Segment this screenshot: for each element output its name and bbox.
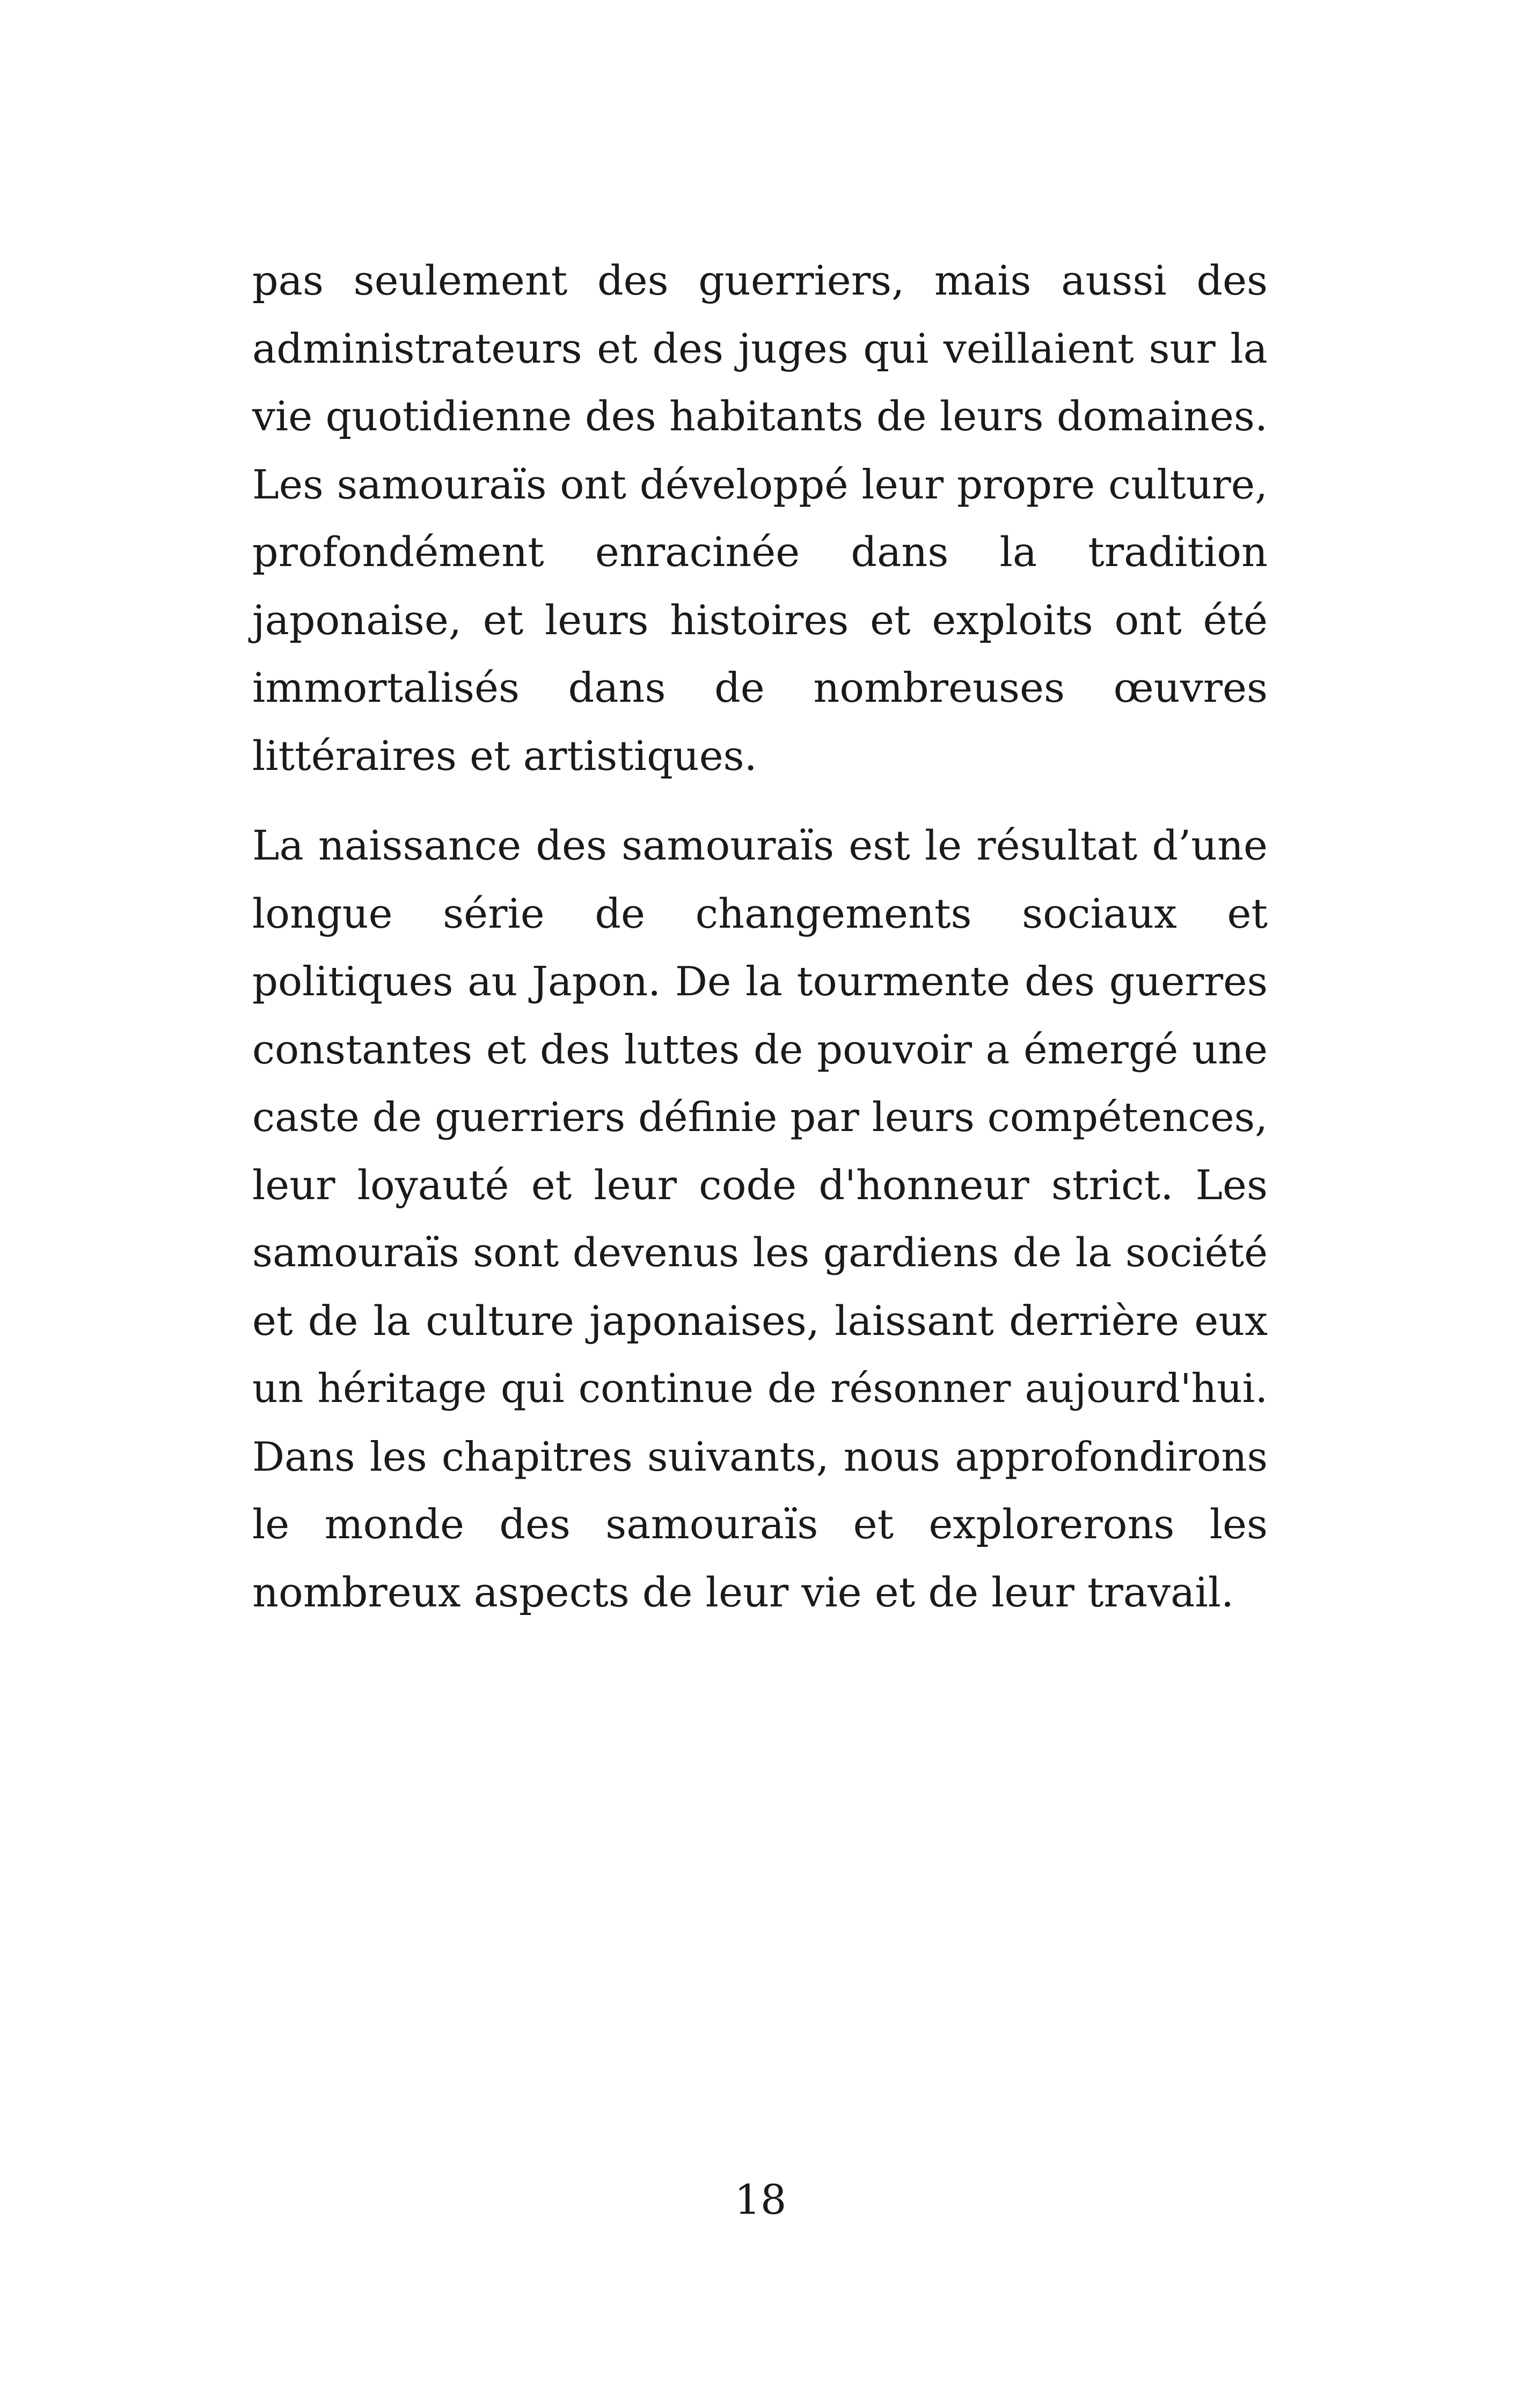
text-line: un héritage qui continue de résonner aujourd'hui. — [252, 1365, 1268, 1412]
text-line: Dans les chapitres suivants, nous approfondirons — [252, 1433, 1268, 1480]
text-line: le monde des samouraïs et explorerons les — [252, 1500, 1268, 1548]
page-number: 18 — [734, 2176, 787, 2223]
text-line: politiques au Japon. De la tourmente des guerres — [252, 958, 1268, 1005]
paragraph — [252, 812, 1268, 1626]
body-text — [252, 247, 1268, 1626]
text-line: immortalisés dans de nombreuses œuvres — [252, 664, 1268, 711]
text-line: La naissance des samouraïs est le résultat d’une — [252, 821, 1268, 869]
text-line: et de la culture japonaises, laissant derrière eux — [252, 1296, 1268, 1345]
text-line: littéraires et artistiques. — [252, 731, 757, 780]
text-line: administrateurs et des juges qui veillaient sur la — [252, 324, 1268, 372]
text-line: japonaise, et leurs histoires et exploits ont été — [252, 596, 1268, 644]
text-line: samouraïs sont devenus les gardiens de la société — [252, 1230, 1268, 1276]
paragraph — [252, 247, 1268, 790]
text-line: vie quotidienne des habitants de leurs domaines. — [252, 392, 1268, 440]
text-line: caste de guerriers définie par leurs compétences, — [252, 1093, 1268, 1141]
text-line: pas seulement des guerriers, mais aussi des — [252, 256, 1268, 304]
text-line: longue série de changements sociaux et — [252, 889, 1268, 937]
text-line: leur loyauté et leur code d'honneur strict. Les — [252, 1161, 1268, 1209]
text-line: profondément enracinée dans la tradition — [252, 528, 1268, 576]
text-line: Les samouraïs ont développé leur propre culture, — [252, 460, 1268, 508]
text-line: constantes et des luttes de pouvoir a émergé une — [252, 1025, 1268, 1073]
text-line: nombreux aspects de leur vie et de leur travail. — [252, 1568, 1234, 1616]
